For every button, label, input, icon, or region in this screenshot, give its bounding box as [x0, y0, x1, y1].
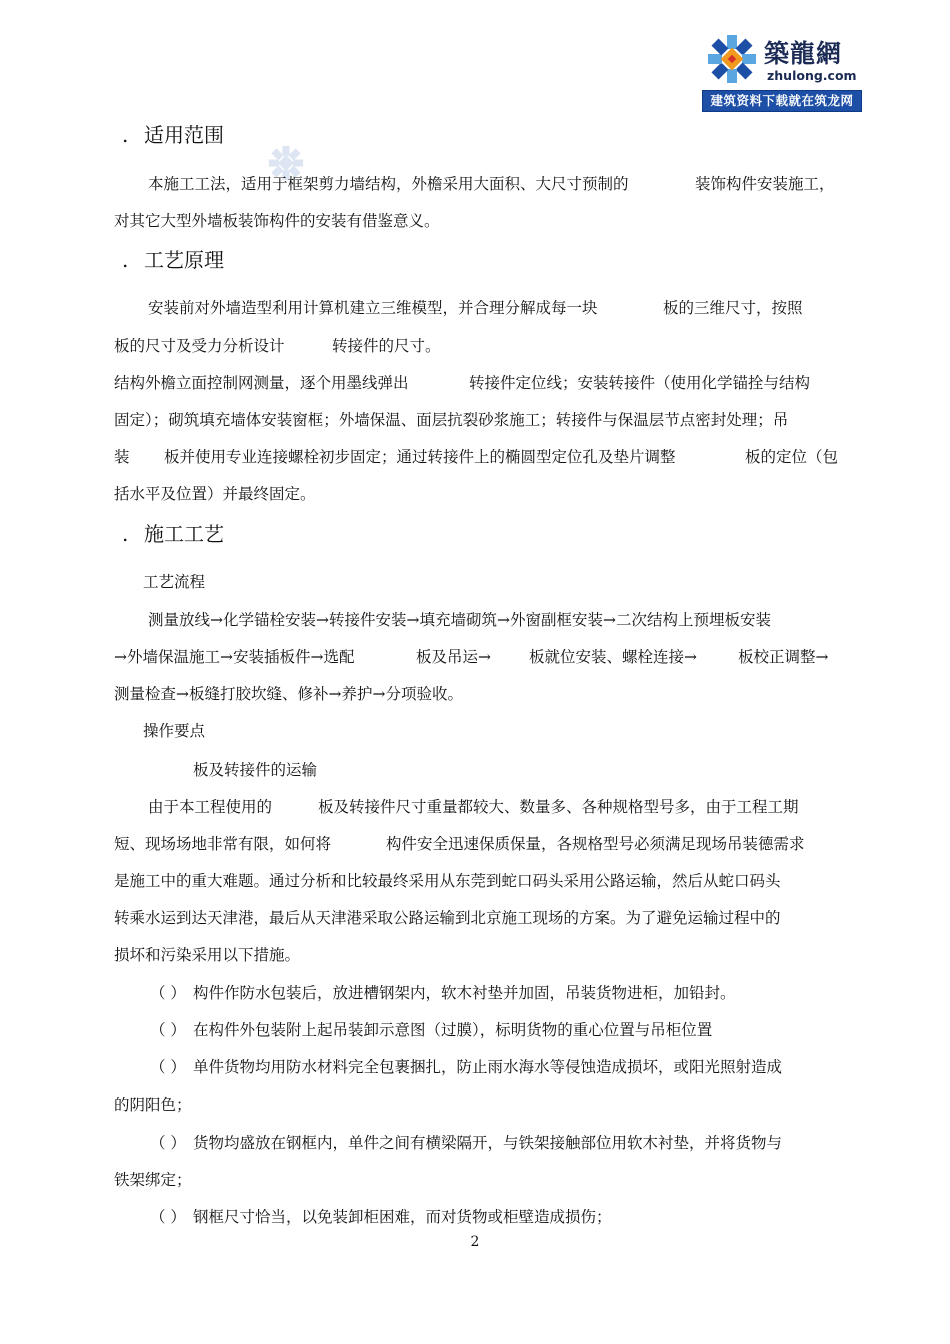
text-segment: 转接件定位线；安装转接件（使用化学锚拴与结构	[469, 374, 811, 392]
text-segment: 铁架绑定；	[114, 1171, 192, 1189]
text-segment: 操作要点	[143, 722, 206, 740]
list-marker: （ ）	[150, 1208, 186, 1226]
text-segment: 板的尺寸及受力分析设计	[114, 337, 285, 355]
text-segment: 板的定位（包	[745, 448, 839, 466]
text-segment: 板及转接件的运输	[193, 761, 318, 779]
text-segment: 钢框尺寸恰当，以免装卸柜困难，而对货物或柜壁造成损伤；	[193, 1208, 612, 1226]
text-segment: 是施工中的重大难题。通过分析和比较最终采用从东莞到蛇口码头采用公路运输，然后从蛇口码头	[114, 872, 781, 890]
text-segment: 括水平及位置）并最终固定。	[114, 485, 316, 503]
text-segment: 板并使用专业连接螺栓初步固定；通过转接件上的椭圆型定位孔及垫片调整	[164, 448, 676, 466]
text-segment: 安装前对外墙造型利用计算机建立三维模型，并合理分解成每一块	[148, 299, 598, 317]
list-marker: （ ）	[150, 984, 186, 1002]
text-segment: 单件货物均用防水材料完全包裹捆扎，防止雨水海水等侵蚀造成损坏，或阳光照射造成	[193, 1058, 783, 1076]
text-segment: 装饰构件安装施工，	[695, 175, 835, 193]
text-segment: 损坏和污染采用以下措施。	[114, 946, 301, 964]
text-segment: 板的三维尺寸，按照	[663, 299, 803, 317]
list-marker: （ ）	[150, 1058, 186, 1076]
text-segment: 本施工工法，适用于框架剪力墙结构，外檐采用大面积、大尺寸预制的	[148, 175, 629, 193]
text-segment: 货物均盛放在钢框内，单件之间有横梁隔开，与铁架接触部位用软木衬垫，并将货物与	[193, 1134, 783, 1152]
text-segment: 测量检查→板缝打胶坎缝、修补→养护→分项验收。	[114, 685, 463, 703]
text-segment: 在构件外包装附上起吊装卸示意图（过膜），标明货物的重心位置与吊柜位置	[193, 1021, 713, 1039]
section-title: 适用范围	[144, 123, 224, 147]
text-segment: 短、现场场地非常有限，如何将	[114, 835, 332, 853]
text-segment: 对其它大型外墙板装饰构件的安装有借鉴意义。	[114, 212, 440, 230]
text-segment: 板就位安装、螺栓连接→	[529, 648, 697, 666]
text-segment: 结构外檐立面控制网测量，逐个用墨线弹出	[114, 374, 409, 392]
text-segment: 测量放线→化学锚栓安装→转接件安装→填充墙砌筑→外窗副框安装→二次结构上预埋板安装	[148, 611, 771, 629]
snowflake-logo-icon	[704, 31, 760, 87]
page-number: 2	[470, 1234, 480, 1250]
section-number: .	[122, 248, 129, 272]
section-title: 工艺原理	[144, 248, 224, 272]
text-segment: 装	[114, 448, 130, 466]
text-segment: →外墙保温施工→安装插板件→选配	[114, 648, 355, 666]
text-segment: 工艺流程	[143, 573, 206, 591]
text-segment: 由于本工程使用的	[148, 798, 273, 816]
list-marker: （ ）	[150, 1134, 186, 1152]
text-segment: 构件作防水包装后，放进槽钢架内，软木衬垫并加固，吊装货物进柜，加铅封。	[193, 984, 736, 1002]
section-title: 施工工艺	[144, 522, 224, 546]
text-segment: 转接件的尺寸。	[332, 337, 441, 355]
text-segment: 板校正调整→	[738, 648, 829, 666]
text-segment: 固定）；砌筑填充墙体安装窗框；外墙保温、面层抗裂砂浆施工；转接件与保温层节点密封处理；吊	[114, 411, 789, 429]
logo-domain: zhulong.com	[767, 68, 857, 83]
section-number: .	[122, 123, 129, 147]
text-segment: 板及吊运→	[416, 648, 491, 666]
section-heading-process	[122, 521, 224, 547]
section-heading-principle	[122, 247, 224, 273]
section-number: .	[122, 522, 129, 546]
text-segment: 板及转接件尺寸重量都较大、数量多、各种规格型号多，由于工程工期	[318, 798, 799, 816]
text-segment: 转乘水运到达天津港，最后从天津港采取公路运输到北京施工现场的方案。为了避免运输过程中的	[114, 909, 781, 927]
section-heading-scope	[122, 122, 224, 148]
list-marker: （ ）	[150, 1021, 186, 1039]
text-segment: 构件安全迅速保质保量，各规格型号必须满足现场吊装德需求	[386, 835, 805, 853]
zhulong-logo	[702, 30, 862, 112]
logo-slogan-banner: 建筑资料下载就在筑龙网	[702, 90, 862, 112]
logo-name: 築龍網	[764, 39, 843, 68]
text-segment: 的阴阳色；	[114, 1096, 192, 1114]
logo-top	[702, 30, 862, 88]
